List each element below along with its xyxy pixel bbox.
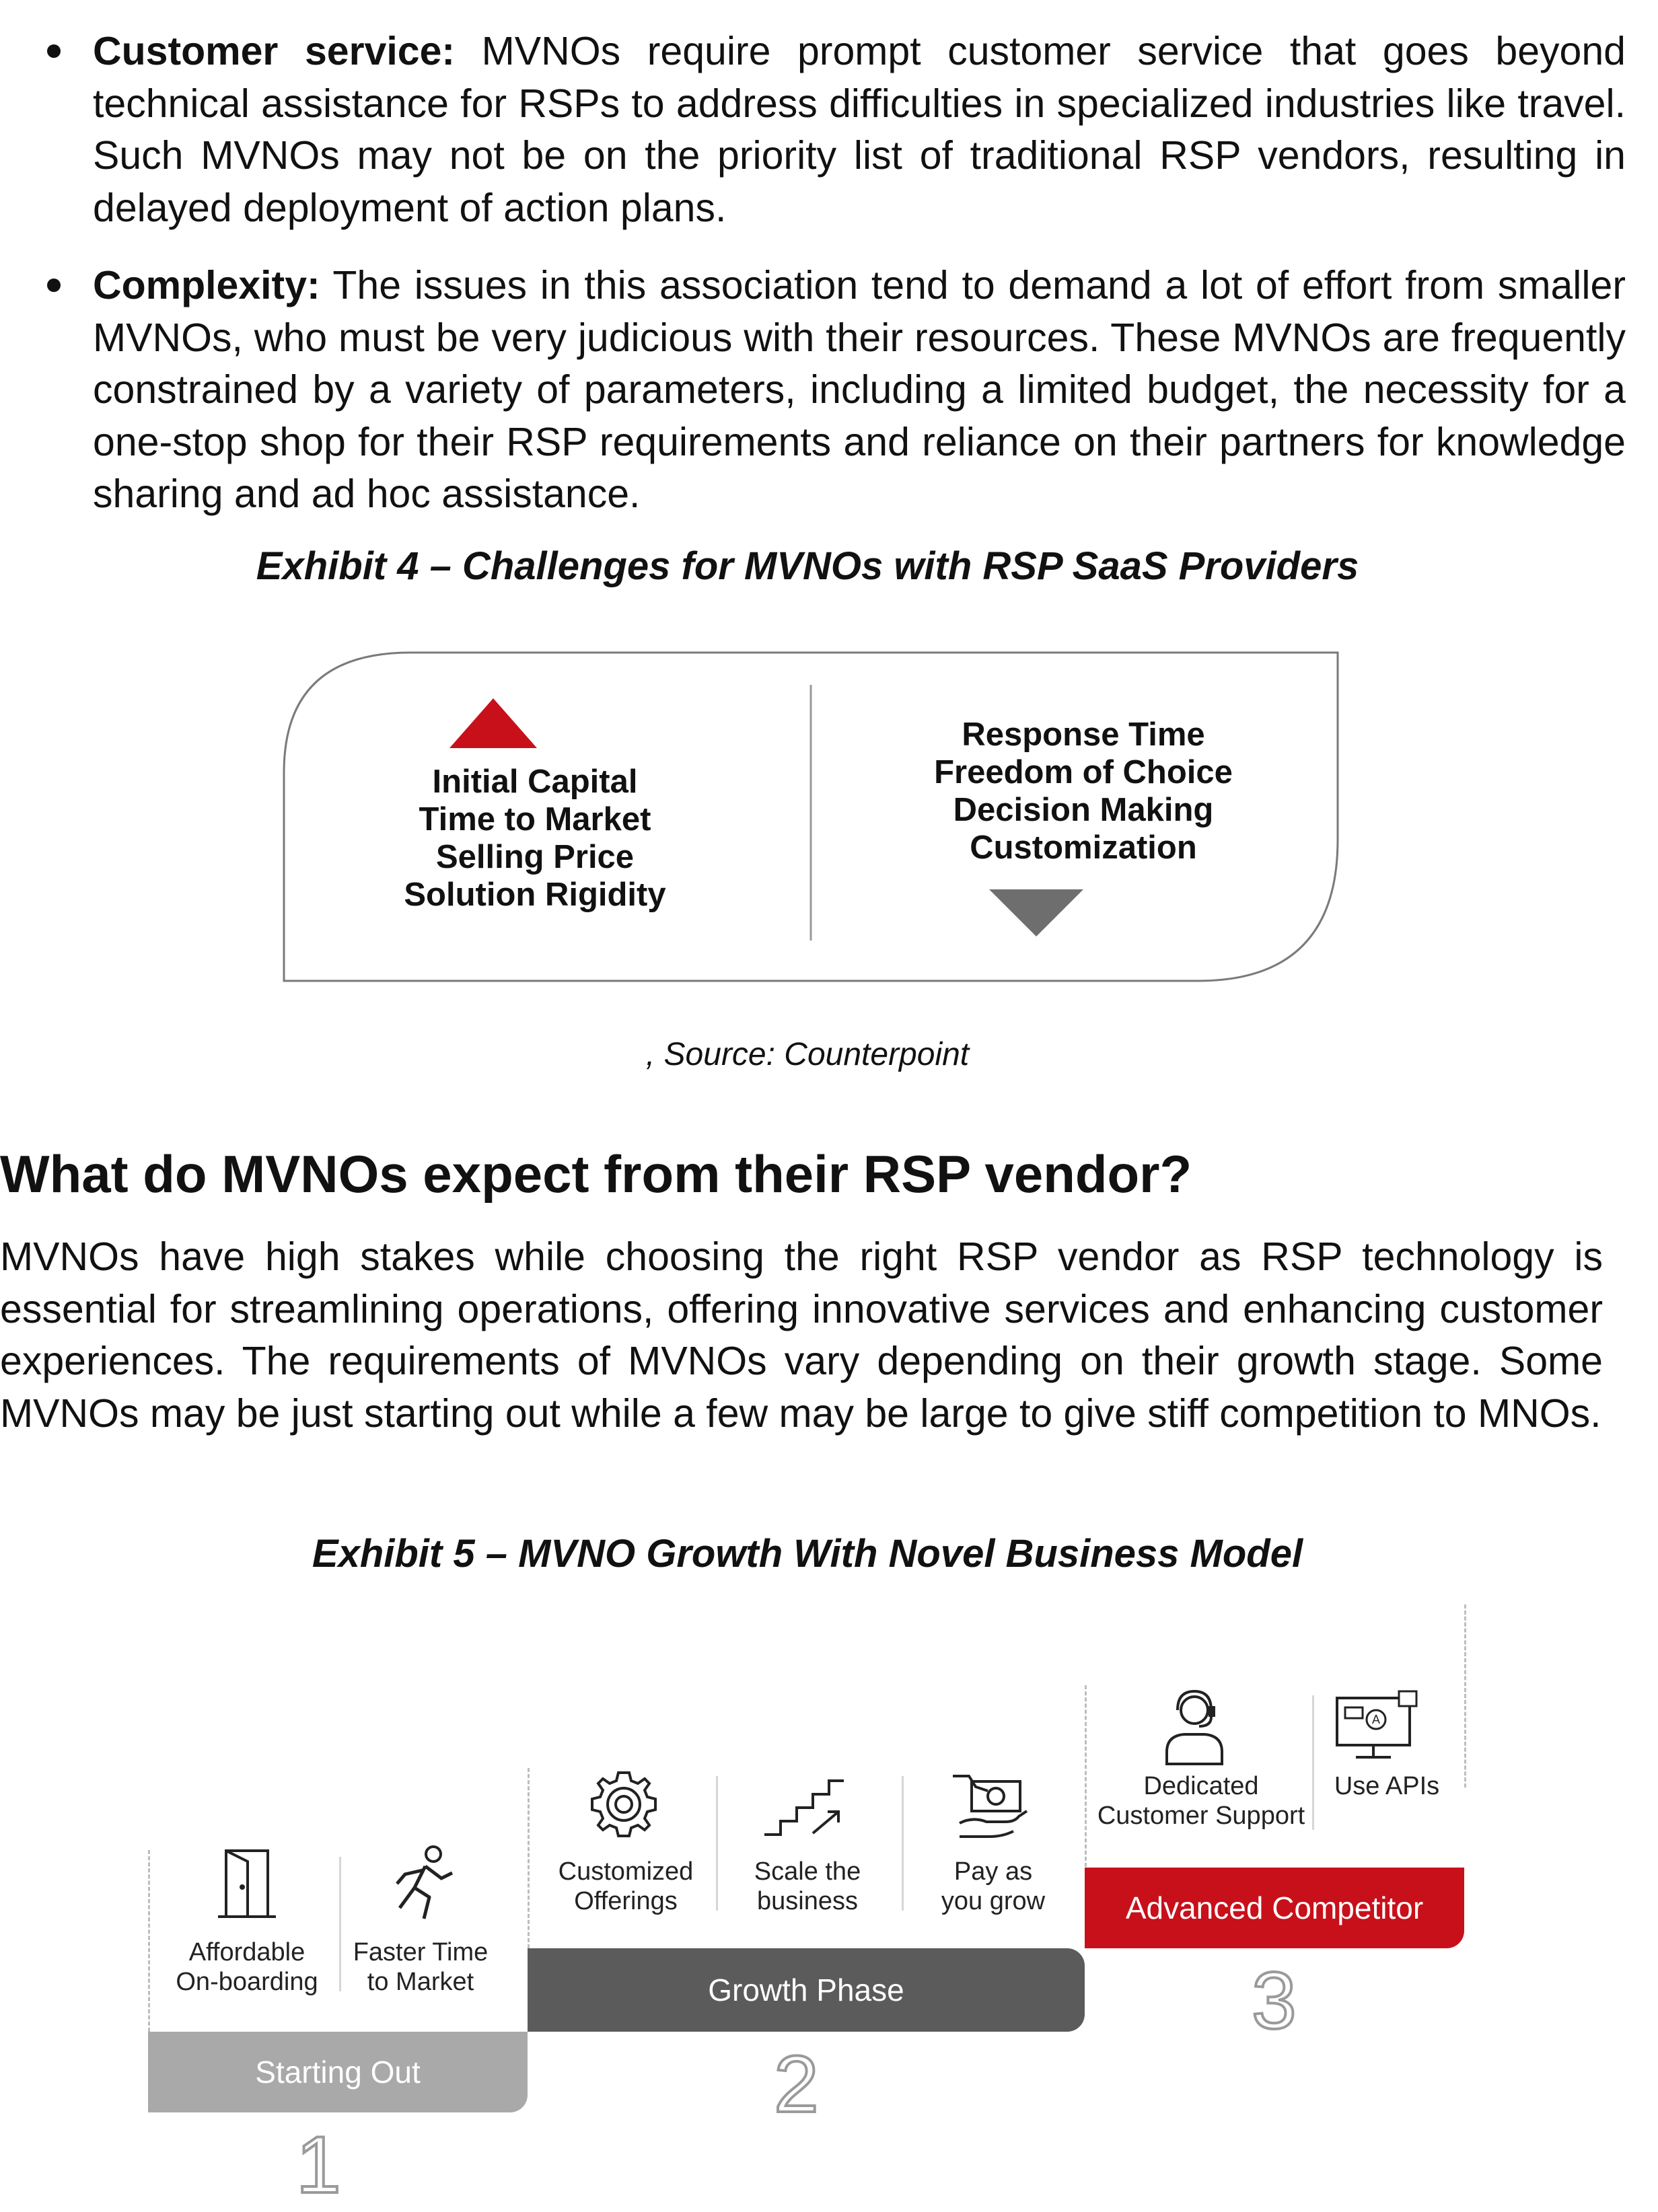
item-divider xyxy=(902,1776,904,1911)
challenges-right-list xyxy=(895,716,1272,867)
right-item: Customization xyxy=(970,830,1197,866)
money-hand-icon xyxy=(949,1769,1030,1843)
gear-icon xyxy=(587,1767,661,1841)
stage-divider xyxy=(1085,1685,1087,1867)
left-item: Time to Market xyxy=(419,801,651,838)
stage3-item-label: Use APIs xyxy=(1334,1772,1440,1800)
section-paragraph: MVNOs have high stakes while choosing the right RSP vendor as RSP technology is essential for streamlining operations, offering innovative services and enhancing customer experiences. The requirements of MVNOs vary depending on their growth stage. Some MVNOs may be just starting out while a few may be large to give stiff competition to MNOs. xyxy=(0,1234,1603,1436)
exhibit4-source: , Source: Counterpoint xyxy=(645,1037,970,1072)
stage2-item-label: Pay as you grow xyxy=(941,1857,1046,1915)
bullet-text: MVNOs require prompt customer service that goes beyond technical assistance for RSPs to address difficulties in specialized industries like travel. Such MVNOs may not be on the priority list of traditional RSP vendors, resulting in delayed deployment of action plans. xyxy=(93,29,1626,230)
left-item: Selling Price xyxy=(435,839,635,875)
stage2-item-label: Scale the business xyxy=(754,1857,861,1915)
item-divider xyxy=(716,1776,718,1911)
headset-person-icon xyxy=(1157,1687,1231,1768)
stage-divider xyxy=(148,1850,150,2032)
right-item: Freedom of Choice xyxy=(934,754,1233,790)
stage1-item-label: Faster Time to Market xyxy=(353,1938,489,1996)
right-item: Decision Making xyxy=(953,792,1214,828)
api-monitor-icon xyxy=(1329,1689,1423,1769)
left-item: Solution Rigidity xyxy=(404,877,666,913)
right-item: Response Time xyxy=(962,716,1205,753)
down-arrow-icon xyxy=(989,889,1083,936)
door-icon xyxy=(217,1847,277,1921)
stage1-item-label: Affordable On-boarding xyxy=(176,1938,318,1996)
running-person-icon xyxy=(385,1843,459,1924)
stage3-item-label: Dedicated Customer Support xyxy=(1097,1772,1305,1830)
stage1-number: 1 xyxy=(296,2120,341,2210)
bullet-customer-service xyxy=(93,26,1626,234)
bullet-complexity xyxy=(93,260,1626,521)
left-item: Initial Capital xyxy=(432,764,638,800)
bullet-dot xyxy=(47,44,61,58)
stage3-number: 3 xyxy=(1252,1956,1297,2046)
stage1-bar: Starting Out xyxy=(148,2032,528,2112)
stage2-bar: Growth Phase xyxy=(528,1948,1085,2032)
exhibit4-caption: Exhibit 4 – Challenges for MVNOs with RSP SaaS Providers xyxy=(256,544,1359,588)
stage-divider xyxy=(1464,1605,1466,1787)
svg-text:A: A xyxy=(1371,1713,1381,1726)
bullet-term: Complexity: xyxy=(93,263,320,307)
bullet-term: Customer service: xyxy=(93,29,456,73)
stairs-arrow-icon xyxy=(760,1774,848,1841)
stage3-bar: Advanced Competitor xyxy=(1085,1868,1464,1948)
stage2-number: 2 xyxy=(774,2039,819,2129)
stage-divider xyxy=(528,1768,530,1948)
bullet-dot xyxy=(47,279,61,292)
item-divider xyxy=(1312,1695,1314,1830)
bullet-text: The issues in this association tend to demand a lot of effort from smaller MVNOs, who must be very judicious with their resources. These MVNOs are frequently constrained by a variety of parameters, including a limited budget, the necessity for a one-stop shop for their RSP requirements and reliance on their partners for knowledge sharing and ad hoc assistance. xyxy=(93,263,1626,516)
challenges-left-list xyxy=(377,763,693,914)
exhibit5-caption: Exhibit 5 – MVNO Growth With Novel Business Model xyxy=(312,1532,1303,1576)
stage2-item-label: Customized Offerings xyxy=(558,1857,694,1915)
up-arrow-icon xyxy=(449,698,537,748)
section-heading: What do MVNOs expect from their RSP vendor? xyxy=(0,1144,1192,1204)
